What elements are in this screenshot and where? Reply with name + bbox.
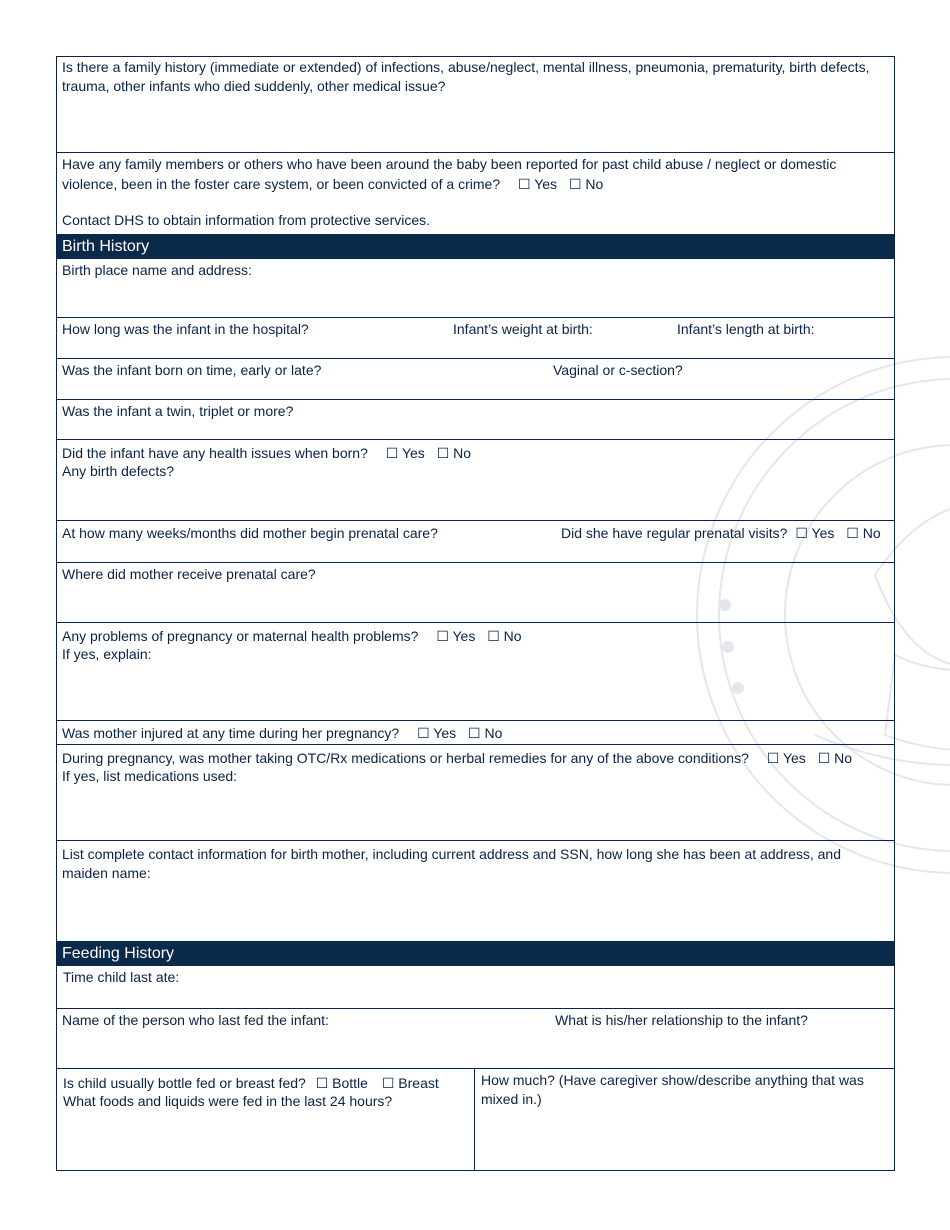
multiples-row[interactable] [57,400,894,440]
pregnancy-problems-row[interactable] [57,623,894,721]
abuse-report-text [62,154,889,194]
dhs-contact-note: Contact DHS to obtain information from protective services. [62,212,431,228]
health-issues-row[interactable] [57,440,894,521]
visits-no-checkbox[interactable]: ☐ No [846,525,881,541]
delivery-type-label: Vaginal or c-section? [553,362,683,378]
prenatal-where-label: Where did mother receive prenatal care? [62,566,316,582]
multiples-label: Was the infant a twin, triplet or more? [62,403,294,419]
mother-injured-label: Was mother injured at any time during her pregnancy? [62,725,400,741]
medications-label: During pregnancy, was mother taking OTC/Rx medications or herbal remedies for any of the above conditions? [62,750,749,766]
injured-no-checkbox[interactable]: ☐ No [468,725,503,741]
last-ate-label: Time child last ate: [63,969,180,985]
health-issues-line [62,444,471,463]
mother-injured-row[interactable] [57,721,894,745]
meds-list-label: If yes, list medications used: [62,768,238,784]
abuse-report-row [57,153,894,234]
pregnancy-problems-label: Any problems of pregnancy or maternal health problems? [62,628,419,644]
problems-yes-checkbox[interactable]: ☐ Yes [436,628,476,644]
regular-visits-line [561,524,881,543]
bottle-checkbox[interactable]: ☐ Bottle [315,1075,368,1091]
feeding-details-row [57,1069,894,1170]
health-issues-label: Did the infant have any health issues when born? [62,445,368,461]
hospital-time-label: How long was the infant in the hospital? [62,321,309,337]
visits-yes-checkbox[interactable]: ☐ Yes [795,525,835,541]
breast-checkbox[interactable]: ☐ Breast [381,1075,439,1091]
prenatal-start-label: At how many weeks/months did mother begin prenatal care? [62,525,438,541]
feeding-divider [474,1069,475,1170]
family-history-question: Is there a family history (immediate or extended) of infections, abuse/neglect, mental illness, pneumonia, prematurity, birth defects, trauma, other infants who died suddenly, other medical issue? [62,59,870,94]
meds-yes-checkbox[interactable]: ☐ Yes [766,750,806,766]
birth-defects-label: Any birth defects? [62,463,175,479]
mother-contact-row[interactable] [57,841,894,941]
on-time-label: Was the infant born on time, early or late? [62,362,322,378]
abuse-report-label: Have any family members or others who have been around the baby been reported for past child abuse / neglect or domestic violence, been in the foster care system, or been convicted of a crime? [62,156,837,192]
medications-line [62,749,852,768]
health-yes-checkbox[interactable]: ☐ Yes [385,445,425,461]
meds-no-checkbox[interactable]: ☐ No [817,750,853,766]
medications-row[interactable] [57,745,894,841]
prenatal-care-row[interactable] [57,521,894,563]
bottle-breast-line [63,1074,439,1093]
abuse-yes-checkbox[interactable]: ☐ Yes [518,176,558,192]
health-no-checkbox[interactable]: ☐ No [436,445,472,461]
mother-injured-line [62,724,502,743]
last-fed-row[interactable] [57,1009,894,1069]
foods-label[interactable]: What foods and liquids were fed in the last 24 hours? [63,1093,393,1109]
last-fed-by-label: Name of the person who last fed the infant: [62,1012,329,1028]
problems-no-checkbox[interactable]: ☐ No [487,628,522,644]
how-much-label[interactable]: How much? (Have caregiver show/describe anything that was mixed in.) [481,1072,864,1107]
last-ate-row[interactable] [57,966,894,1009]
hospital-stay-row[interactable] [57,318,894,359]
feeding-history-header: Feeding History [57,941,894,966]
bottle-breast-label: Is child usually bottle fed or breast fed? [63,1075,306,1091]
intake-form [56,56,895,1171]
injured-yes-checkbox[interactable]: ☐ Yes [417,725,457,741]
mother-contact-label: List complete contact information for birth mother, including current address and SSN, how long she has been at address, and maiden name: [62,846,841,881]
birth-timing-row[interactable] [57,359,894,400]
explain-label: If yes, explain: [62,646,152,662]
family-history-row[interactable] [57,57,894,153]
birth-place-label: Birth place name and address: [62,262,252,278]
relationship-label: What is his/her relationship to the infant? [555,1012,808,1028]
birth-length-label: Infant’s length at birth: [677,321,815,337]
birth-history-header: Birth History [57,234,894,259]
birth-place-row[interactable] [57,259,894,318]
prenatal-location-row[interactable] [57,563,894,623]
regular-visits-label: Did she have regular prenatal visits? [561,525,788,541]
birth-weight-label: Infant’s weight at birth: [453,321,593,337]
pregnancy-problems-line [62,627,522,646]
abuse-no-checkbox[interactable]: ☐ No [568,176,604,192]
